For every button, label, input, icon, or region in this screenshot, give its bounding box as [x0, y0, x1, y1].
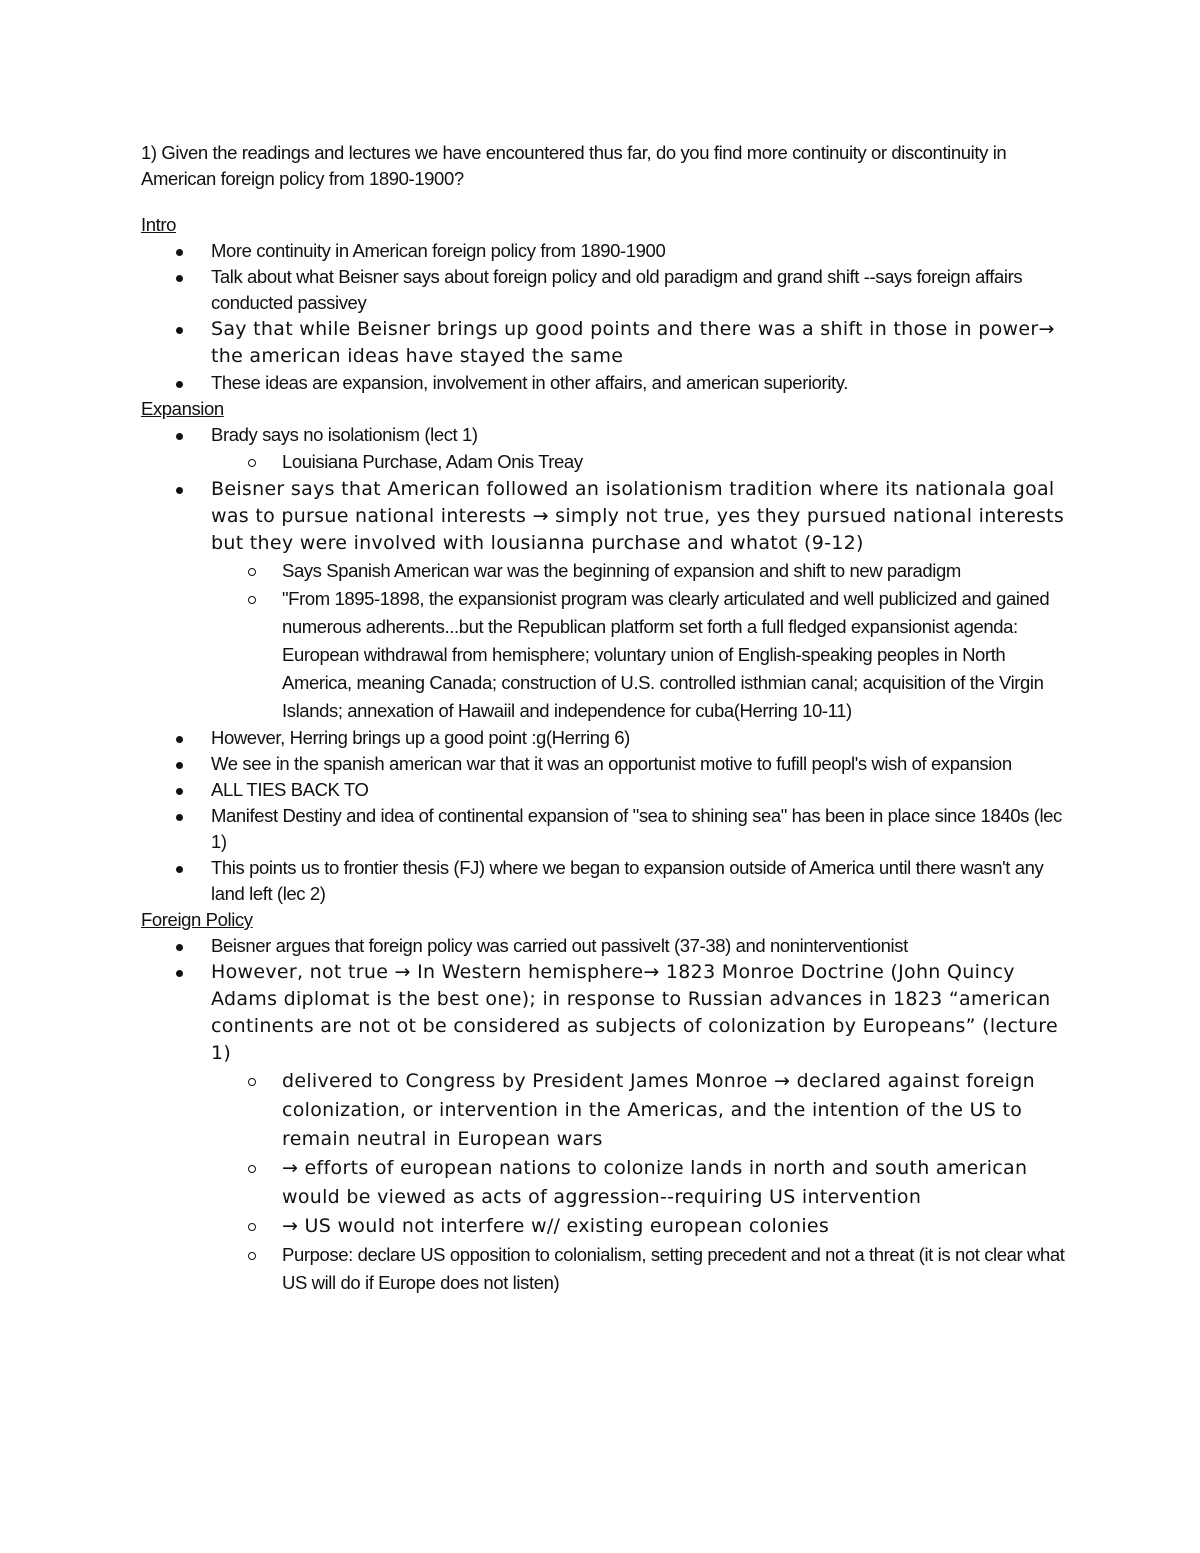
list-item: Say that while Beisner brings up good points and there was a shift in those in power→ the american ideas have stayed the same — [141, 316, 1071, 370]
sub-list-item: Says Spanish American war was the beginning of expansion and shift to new paradigm — [141, 557, 1071, 585]
bullet-icon — [176, 866, 183, 873]
hollow-bullet-icon — [248, 568, 256, 576]
bullet-icon — [176, 327, 183, 334]
list-item: However, Herring brings up a good point :g(Herring 6) — [141, 725, 1071, 751]
list-item: Talk about what Beisner says about foreign policy and old paradigm and grand shift --says foreign affairs conducted passivey — [141, 264, 1071, 316]
list-item: Manifest Destiny and idea of continental expansion of "sea to shining sea" has been in place since 1840s (lec 1) — [141, 803, 1071, 855]
sub-list-item: delivered to Congress by President James Monroe → declared against foreign colonization, or intervention in the Americas, and the intention of the US to remain neutral in European wars — [141, 1067, 1071, 1154]
list-item: However, not true → In Western hemisphere→ 1823 Monroe Doctrine (John Quincy Adams diplomat is the best one); in response to Russian advances in 1823 “american continents are not ot be considered as subjects of colonization by Europeans” (lecture 1) — [141, 959, 1071, 1067]
list-item: We see in the spanish american war that it was an opportunist motive to fufill peopl's wish of expansion — [141, 751, 1071, 777]
list-item: This points us to frontier thesis (FJ) where we began to expansion outside of America until there wasn't any land left (lec 2) — [141, 855, 1071, 907]
bullet-icon — [176, 970, 183, 977]
bullet-icon — [176, 433, 183, 440]
intro-list — [141, 238, 1071, 396]
sub-list-item: Louisiana Purchase, Adam Onis Treay — [141, 448, 1071, 476]
hollow-bullet-icon — [248, 459, 256, 467]
hollow-bullet-icon — [248, 596, 256, 604]
sub-list-item: → US would not interfere w// existing european colonies — [141, 1212, 1071, 1241]
hollow-bullet-icon — [248, 1165, 256, 1173]
hollow-bullet-icon — [248, 1252, 256, 1260]
sub-list-item: "From 1895-1898, the expansionist program was clearly articulated and well publicized and gained numerous adherents...but the Republican platform set forth a full fledged expansionist agenda: European withdrawal from hemisphere; voluntary union of English-speaking peoples in North America, meaning Canada; construction of U.S. controlled isthmian canal; acquisition of the Virgin Islands; annexation of Hawaiil and independence for cuba(Herring 10-11) — [141, 585, 1071, 725]
bullet-icon — [176, 275, 183, 282]
sub-list-item: → efforts of european nations to colonize lands in north and south american would be viewed as acts of aggression--requiring US intervention — [141, 1154, 1071, 1212]
bullet-icon — [176, 736, 183, 743]
hollow-bullet-icon — [248, 1078, 256, 1086]
heading-expansion: Expansion — [141, 398, 224, 419]
bullet-icon — [176, 249, 183, 256]
sub-list-item: Purpose: declare US opposition to colonialism, setting precedent and not a threat (it is not clear what US will do if Europe does not listen) — [141, 1241, 1071, 1297]
expansion-list — [141, 422, 1071, 907]
list-item: Beisner says that American followed an isolationism tradition where its nationala goal was to pursue national interests → simply not true, yes they pursued national interests but they were involved with lousianna purchase and whatot (9-12) — [141, 476, 1071, 557]
list-item: More continuity in American foreign policy from 1890-1900 — [141, 238, 1071, 264]
list-item: Beisner argues that foreign policy was carried out passivelt (37-38) and noninterventionist — [141, 933, 1071, 959]
heading-intro: Intro — [141, 214, 177, 235]
bullet-icon — [176, 762, 183, 769]
bullet-icon — [176, 944, 183, 951]
list-item: These ideas are expansion, involvement in other affairs, and american superiority. — [141, 370, 1071, 396]
document-page — [141, 140, 1071, 1297]
bullet-icon — [176, 487, 183, 494]
hollow-bullet-icon — [248, 1223, 256, 1231]
list-item: Brady says no isolationism (lect 1) — [141, 422, 1071, 448]
question-text: 1) Given the readings and lectures we have encountered thus far, do you find more continuity or discontinuity in American foreign policy from 1890-1900? — [141, 142, 1007, 189]
bullet-icon — [176, 381, 183, 388]
list-item: ALL TIES BACK TO — [141, 777, 1071, 803]
heading-foreign-policy: Foreign Policy — [141, 909, 253, 930]
bullet-icon — [176, 788, 183, 795]
foreign-policy-list — [141, 933, 1071, 1297]
bullet-icon — [176, 814, 183, 821]
